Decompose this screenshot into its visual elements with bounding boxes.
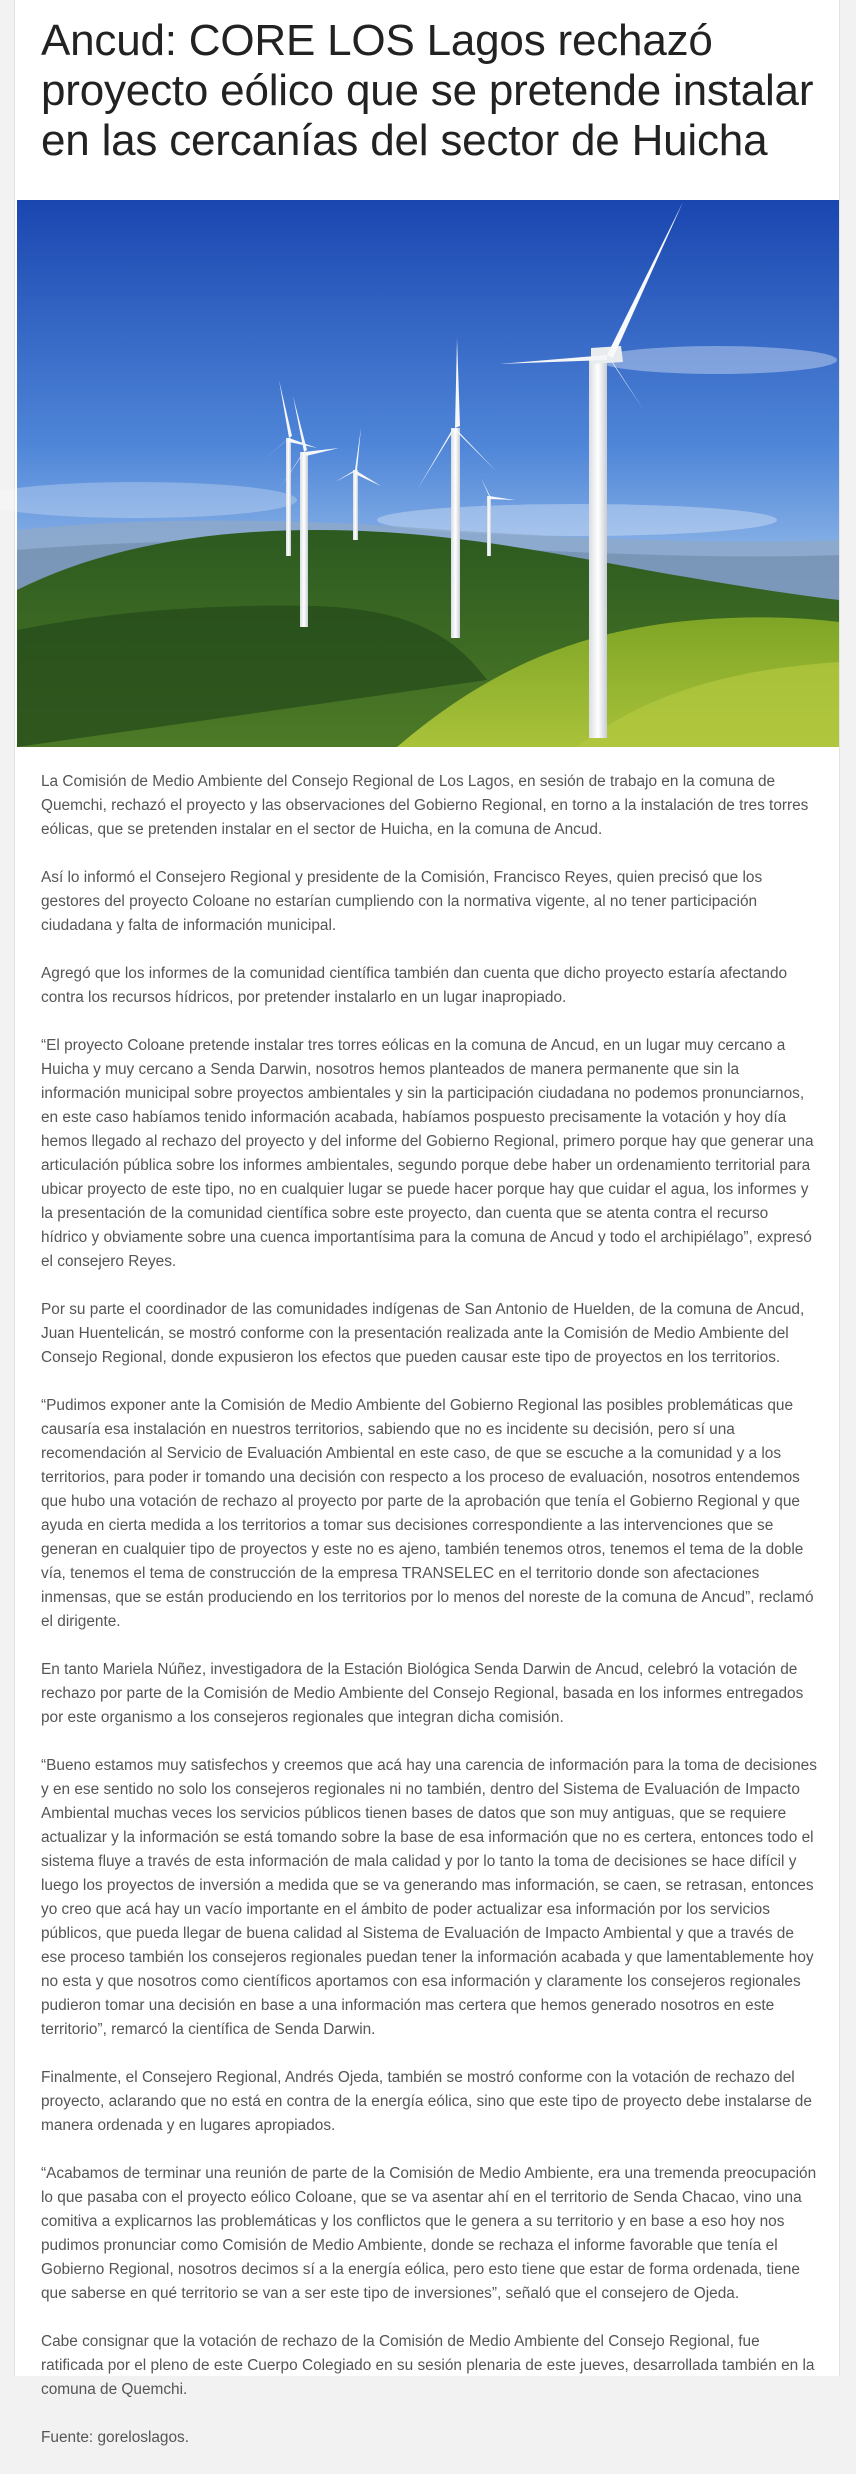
source-credit: Fuente: goreloslagos. — [41, 2429, 190, 2446]
paragraph: Cabe consignar que la votación de rechazo de la Comisión de Medio Ambiente del Consejo Regional, fue ratificada por el pleno de este Cuerpo Colegiado en su sesión plenaria de este jueves, desarrollada también en la comuna de Quemchi. — [41, 2333, 815, 2398]
paragraph: “Pudimos exponer ante la Comisión de Medio Ambiente del Gobierno Regional las posibles problemáticas que causaría esa instalación en nuestros territorios, sabiendo que no es incidente su decisión, pero sí una recomendación al Servicio de Evaluación Ambiental en este caso, de que se escuche a la comunidad y a los territorios, para poder ir tomando una decisión con respecto a los proceso de evaluación, nosotros entendemos que hubo una votación de rechazo al proyecto por parte de la aprobación que tenía el Gobierno Regional y que ayuda en cierta medida a los territorios a tomar sus decisiones correspondiente a las intervenciones que se generan en cualquier tipo de proyectos y este no es ajeno, también tenemos otros, tenemos el tema de la doble vía, tenemos el tema de construcción de la empresa TRANSELEC en el territorio donde son afectaciones inmensas, que se están produciendo en los territorios por lo menos del noreste de la comuna de Ancud”, reclamó el dirigente. — [41, 1397, 814, 1630]
article-card — [14, 0, 840, 2446]
hero-image — [17, 200, 839, 747]
paragraph: Así lo informó el Consejero Regional y presidente de la Comisión, Francisco Reyes, quien precisó que los gestores del proyecto Coloane no estarían cumpliendo con la normativa vigente, al no tener participación ciudadana y falta de información municipal. — [41, 869, 763, 934]
article-body — [41, 770, 817, 2474]
paragraph: Agregó que los informes de la comunidad científica también dan cuenta que dicho proyecto estaría afectando contra los recursos hídricos, por pretender instalarlo en un lugar inapropiado. — [41, 965, 788, 1006]
paragraph: Por su parte el coordinador de las comunidades indígenas de San Antonio de Huelden, de la comuna de Ancud, Juan Huentelicán, se mostró conforme con la presentación realizada ante la Comisión de Medio Ambiente del Consejo Regional, donde expusieron los efectos que pueden causar este tipo de proyectos en los territorios. — [41, 1301, 805, 1366]
paragraph: “Bueno estamos muy satisfechos y creemos que acá hay una carencia de información para la toma de decisiones y en ese sentido no solo los consejeros regionales ni no también, dentro del Sistema de Evaluación de Impacto Ambiental muchas veces los servicios públicos tienen bases de datos que son muy antiguas, que se requiere actualizar y la información se está tomando sobre la base de esa información que no es certera, entonces todo el sistema fluye a través de esta información de mala calidad y por lo tanto la toma de decisiones se hace difícil y luego los proyectos de inversión a medida que se va generando mas información, se caen, se retrasan, entonces yo creo que acá hay un vacío importante en el ámbito de poder actualizar esa información por los servicios públicos, que pueda llegar de buena calidad al Sistema de Evaluación de Impacto Ambiental y que a través de ese proceso también los consejeros regionales puedan tener la información acabada y que lamentablemente hoy no esta y que nosotros como científicos aportamos con esa información y claramente los consejeros regionales pudieron tomar una decisión en base a una información mas certera que hemos generado nosotros en este territorio”, remarcó la científica de Senda Darwin. — [41, 1757, 817, 2038]
paragraph: En tanto Mariela Núñez, investigadora de la Estación Biológica Senda Darwin de Ancud, celebró la votación de rechazo por parte de la Comisión de Medio Ambiente del Consejo Regional, basada en los informes entregados por este organismo a los consejeros regionales que integran dicha comisión. — [41, 1661, 804, 1726]
paragraph: “El proyecto Coloane pretende instalar tres torres eólicas en la comuna de Ancud, en un lugar muy cercano a Huicha y muy cercano a Senda Darwin, nosotros hemos planteados de manera permanente que sin la información municipal sobre proyectos ambientales y sin la participación ciudadana no podemos pronunciarnos, en este caso habíamos tenido información acabada, habíamos pospuesto precisamente la votación y hoy día hemos llegado al rechazo del proyecto y del informe del Gobierno Regional, primero porque hay que generar una articulación pública sobre los informes ambientales, segundo porque debe haber un ordenamiento territorial para ubicar proyecto de este tipo, no en cualquier lugar se puede hacer porque hay que cuidar el agua, los informes y la presentación de la comunidad científica sobre este proyecto, dan cuenta que se atenta contra el recurso hídrico y obviamente sobre una cuenca importantísima para la comuna de Ancud y todo el archipiélago”, expresó el consejero Reyes. — [41, 1037, 814, 1270]
paragraph: “Acabamos de terminar una reunión de parte de la Comisión de Medio Ambiente, era una tremenda preocupación lo que pasaba con el proyecto eólico Coloane, que se va asentar ahí en el territorio de Senda Chacao, vino una comitiva a explicarnos las problemáticas y los conflictos que le genera a su territorio y en base a eso hoy nos pudimos pronunciar como Comisión de Medio Ambiente, donde se rechaza el informe favorable que tenía el Gobierno Regional, nosotros decimos sí a la energía eólica, pero esto tiene que estar de forma ordenada, tiene que saberse en qué territorio se van a ser este tipo de inversiones”, señaló que el consejero de Ojeda. — [41, 2165, 817, 2302]
paragraph: La Comisión de Medio Ambiente del Consejo Regional de Los Lagos, en sesión de trabajo en la comuna de Quemchi, rechazó el proyecto y las observaciones del Gobierno Regional, en torno a la instalación de tres torres eólicas, que se pretenden instalar en el sector de Huicha, en la comuna de Ancud. — [41, 773, 809, 838]
article-title: Ancud: CORE LOS Lagos rechazó proyecto eólico que se pretende instalar en las cercanías del sector de Huicha — [41, 16, 814, 165]
paragraph: Finalmente, el Consejero Regional, Andrés Ojeda, también se mostró conforme con la votación de rechazo del proyecto, aclarando que no está en contra de la energía eólica, sino que este tipo de proyecto debe instalarse de manera ordenada y en lugares apropiados. — [41, 2069, 812, 2134]
